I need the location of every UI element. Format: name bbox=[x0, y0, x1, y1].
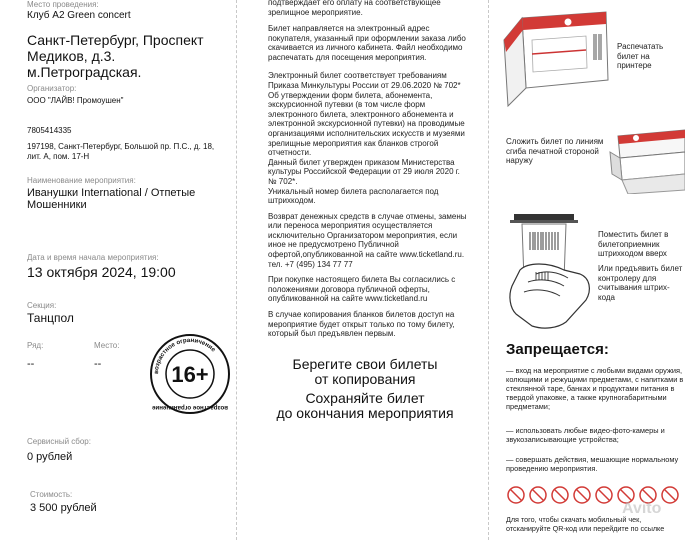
forbidden-item-cameras: — использовать любые видео-фото-камеры и звукозаписывающие устройства; bbox=[506, 426, 665, 444]
seat-value: -- bbox=[94, 358, 102, 370]
venue-address: Санкт-Петербург, Проспект Медиков, д.3. м.Петроградская. bbox=[27, 32, 204, 80]
age-ring-text: возрастное ограничение bbox=[152, 336, 217, 375]
slogan-line: Берегите свои билеты bbox=[292, 356, 438, 372]
info-paragraph: При покупке настоящего билета Вы согласились с положениями договора публичной оферты, опубликованной на сайте www.ticketland.ru bbox=[268, 275, 456, 304]
info-paragraph: Уникальный номер билета располагается под штрихкодом. bbox=[268, 186, 439, 206]
slogan-line: до окончания мероприятия bbox=[276, 405, 454, 421]
row-label: Ряд: bbox=[27, 341, 44, 350]
organizer-address: 197198, Санкт-Петербург, Большой пр. П.С., д. 18, лит. А, пом. 17-Н bbox=[27, 142, 215, 161]
hand-ticket-illustration bbox=[506, 210, 594, 330]
fee-label: Сервисный сбор: bbox=[27, 437, 91, 446]
instruction-fold: Сложить билет по линиям сгиба печатной стороной наружу bbox=[506, 137, 604, 166]
seat-label: Место: bbox=[94, 341, 120, 350]
event-name: Иванушки International / Отпетые Мошенники bbox=[27, 187, 196, 211]
info-paragraph: подтверждает его оплату на соответствующее зрелищное мероприятие. bbox=[268, 0, 441, 17]
avito-watermark: Avito bbox=[622, 500, 662, 517]
section-label: Секция: bbox=[27, 301, 57, 310]
datetime-label: Дата и время начала мероприятия: bbox=[27, 253, 159, 262]
price-value: 3 500 рублей bbox=[30, 502, 97, 514]
middle-text-block bbox=[268, 0, 468, 339]
organizer-inn: 7805414335 bbox=[27, 126, 72, 135]
forbidden-title: Запрещается: bbox=[506, 341, 609, 358]
fold-line-2 bbox=[488, 0, 489, 540]
organizer-label: Организатор: bbox=[27, 84, 77, 93]
instruction-insert: Поместить билет в билетоприемник штрихкодом вверх bbox=[598, 230, 669, 259]
fee-value: 0 рублей bbox=[27, 451, 73, 463]
info-paragraph: Билет направляется на электронный адрес покупателя, указанный при оформлении заказа либо скачивается из личного кабинета. Файл необходимо распечатать для посещения мероприятия. bbox=[268, 24, 466, 62]
event-name-label: Наименование мероприятия: bbox=[27, 176, 136, 185]
organizer-name: ООО "ЛАЙВ! Промоушен" bbox=[27, 96, 124, 105]
age-restriction-stamp bbox=[149, 333, 231, 415]
slogan-keep bbox=[255, 391, 475, 421]
instruction-show: Или предъявить билет контролеру для считывания штрих-кода bbox=[598, 264, 683, 302]
forbidden-item-weapons: — вход на мероприятие с любыми видами оружия, колющими и режущими предметами, с напитками в стеклянной таре, банках и продуктами питания в твердой упаковке, а также крупногабаритными предметами; bbox=[506, 366, 684, 411]
info-paragraph: Электронный билет соответствует требованиям Приказа Минкультуры России от 29.06.2020 № 702* Об утверждении форм билета, абонемента, экскурсионной путевки (в том числе форм электронного билета, электронного абонемента и электронной экскурсионной путевки) на проводимые организациями исполнительских искусств и музеями зрелищные мероприятия как бланков строгой отчетности. bbox=[268, 71, 465, 158]
slogan-line: Сохраняйте билет bbox=[305, 390, 425, 406]
printed-ticket-illustration bbox=[496, 10, 611, 108]
price-label: Стоимость: bbox=[30, 490, 73, 499]
slogan-line: от копирования bbox=[314, 371, 416, 387]
svg-text:возрастное ограничение: возрастное ограничение bbox=[152, 404, 228, 411]
info-paragraph: Данный билет утвержден приказом Министерства культуры Российской Федерации от 29 июля 2020 г. № 702*. bbox=[268, 157, 460, 186]
forbidden-item-disturbance: — совершать действия, мешающие нормальному проведению мероприятия. bbox=[506, 455, 679, 473]
age-value: 16+ bbox=[171, 362, 209, 387]
event-datetime: 13 октября 2024, 19:00 bbox=[27, 264, 176, 280]
folded-ticket-illustration bbox=[608, 122, 685, 194]
info-paragraph: В случае копирования бланков билетов доступ на мероприятие будет открыт только по тому билету, который был предъявлен первым. bbox=[268, 310, 455, 339]
section-value: Танцпол bbox=[27, 311, 74, 325]
footer-qr-note: Для того, чтобы скачать мобильный чек, отсканируйте QR-код или перейдите по ссылке bbox=[506, 515, 665, 533]
row-value: -- bbox=[27, 358, 35, 370]
slogan-copy bbox=[255, 357, 475, 387]
location-label: Место проведения: bbox=[27, 0, 99, 9]
info-paragraph: Возврат денежных средств в случае отмены, замены или переноса мероприятия осуществляется исключительно Организатором мероприятия, если иное не предусмотрено Публичной офертой,опубликованной на сайте www.ticketland.ru. тел. +7 (495) 134 77 77 bbox=[268, 211, 467, 269]
fold-line-1 bbox=[236, 0, 237, 540]
venue-name: Клуб A2 Green concert bbox=[27, 10, 131, 21]
instruction-print: Распечатать билет на принтере bbox=[617, 42, 664, 71]
